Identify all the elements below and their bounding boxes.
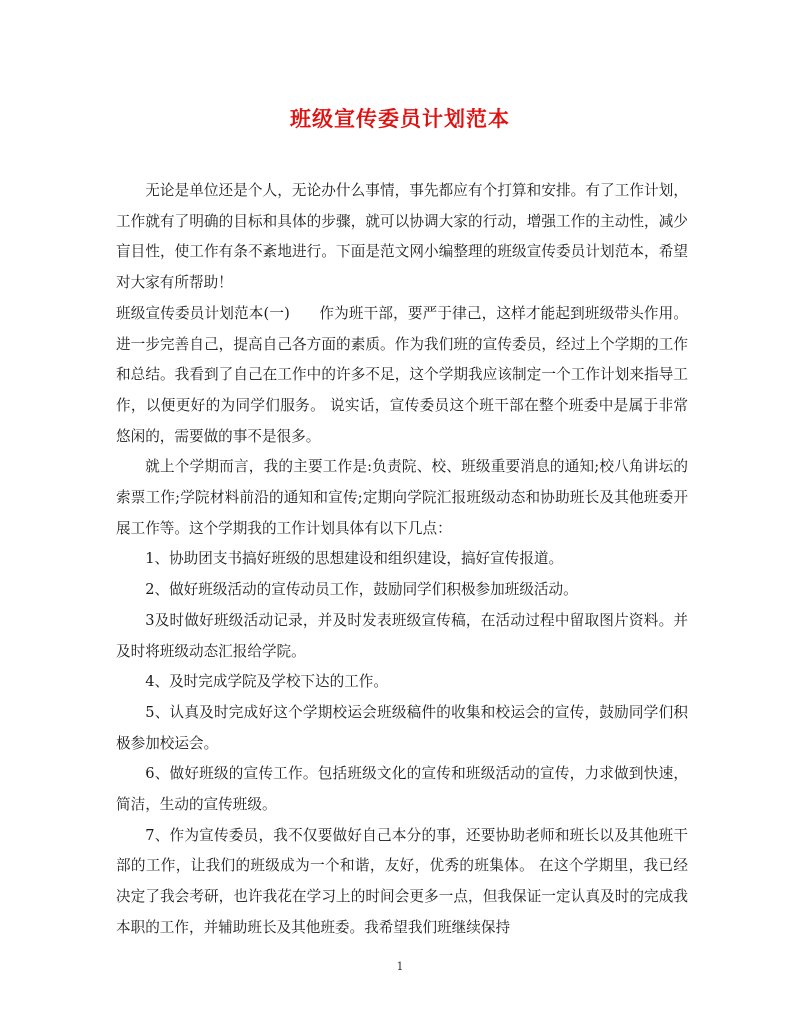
plan-item-1: 1、协助团支书搞好班级的思想建设和组织建设，搞好宣传报道。 [145, 550, 564, 568]
section-paragraph-1: 班级宣传委员计划范本(一) 作为班干部，要严于律己，这样才能起到班级带头作用。进一步完善自己，提高自己各方面的素质。作为我们班的宣传委员，经过上个学期的工作和总结。我看到了自己在工作中的许多不足，这个学期我应该制定一个工作计划来指导工作，以便更好的为同学们服务。 说实话，宣传委员这个班干部在整个班委中是属于非常悠闲的，需要做的事不是很多。 [116, 304, 688, 445]
work-summary-paragraph: 就上个学期而言，我的主要工作是:负责院、校、班级重要消息的通知;校八角讲坛的索票工作;学院材料前沿的通知和宣传;定期向学院汇报班级动态和协助班长及其他班委开展工作等。这个学期我的工作计划具体有以下几点： [116, 458, 688, 537]
plan-item-4: 4、及时完成学院及学校下达的工作。 [145, 673, 388, 691]
page-title: 班级宣传委员计划范本 [290, 106, 510, 131]
intro-paragraph: 无论是单位还是个人，无论办什么事情，事先都应有个打算和安排。有了工作计划，工作就有了明确的目标和具体的步骤，就可以协调大家的行动，增强工作的主动性，减少盲目性，使工作有条不紊地进行。下面是范文网小编整理的班级宣传委员计划范本，希望对大家有所帮助！ [116, 182, 688, 292]
page-number: 1 [396, 960, 404, 973]
plan-item-3: 3及时做好班级活动记录，并及时发表班级宣传稿，在活动过程中留取图片资料。并及时将班级动态汇报给学院。 [116, 611, 688, 660]
plan-item-6: 6、做好班级的宣传工作。包括班级文化的宣传和班级活动的宣传，力求做到快速，简洁，生动的宣传班级。 [116, 765, 688, 814]
document-body [116, 176, 688, 944]
plan-item-5: 5、认真及时完成好这个学期校运会班级稿件的收集和校运会的宣传，鼓励同学们积极参加校运会。 [116, 703, 688, 752]
plan-item-7: 7、作为宣传委员，我不仅要做好自己本分的事，还要协助老师和班长以及其他班干部的工作，让我们的班级成为一个和谐，友好，优秀的班集体。 在这个学期里，我已经决定了我会考研，也许我花在学习上的时间会更多一点，但我保证一定认真及时的完成我本职的工作，并辅助班长及其他班委。我希望我们班继续保持 [116, 826, 688, 936]
plan-item-2: 2、做好班级活动的宣传动员工作，鼓励同学们积极参加班级活动。 [145, 581, 578, 599]
